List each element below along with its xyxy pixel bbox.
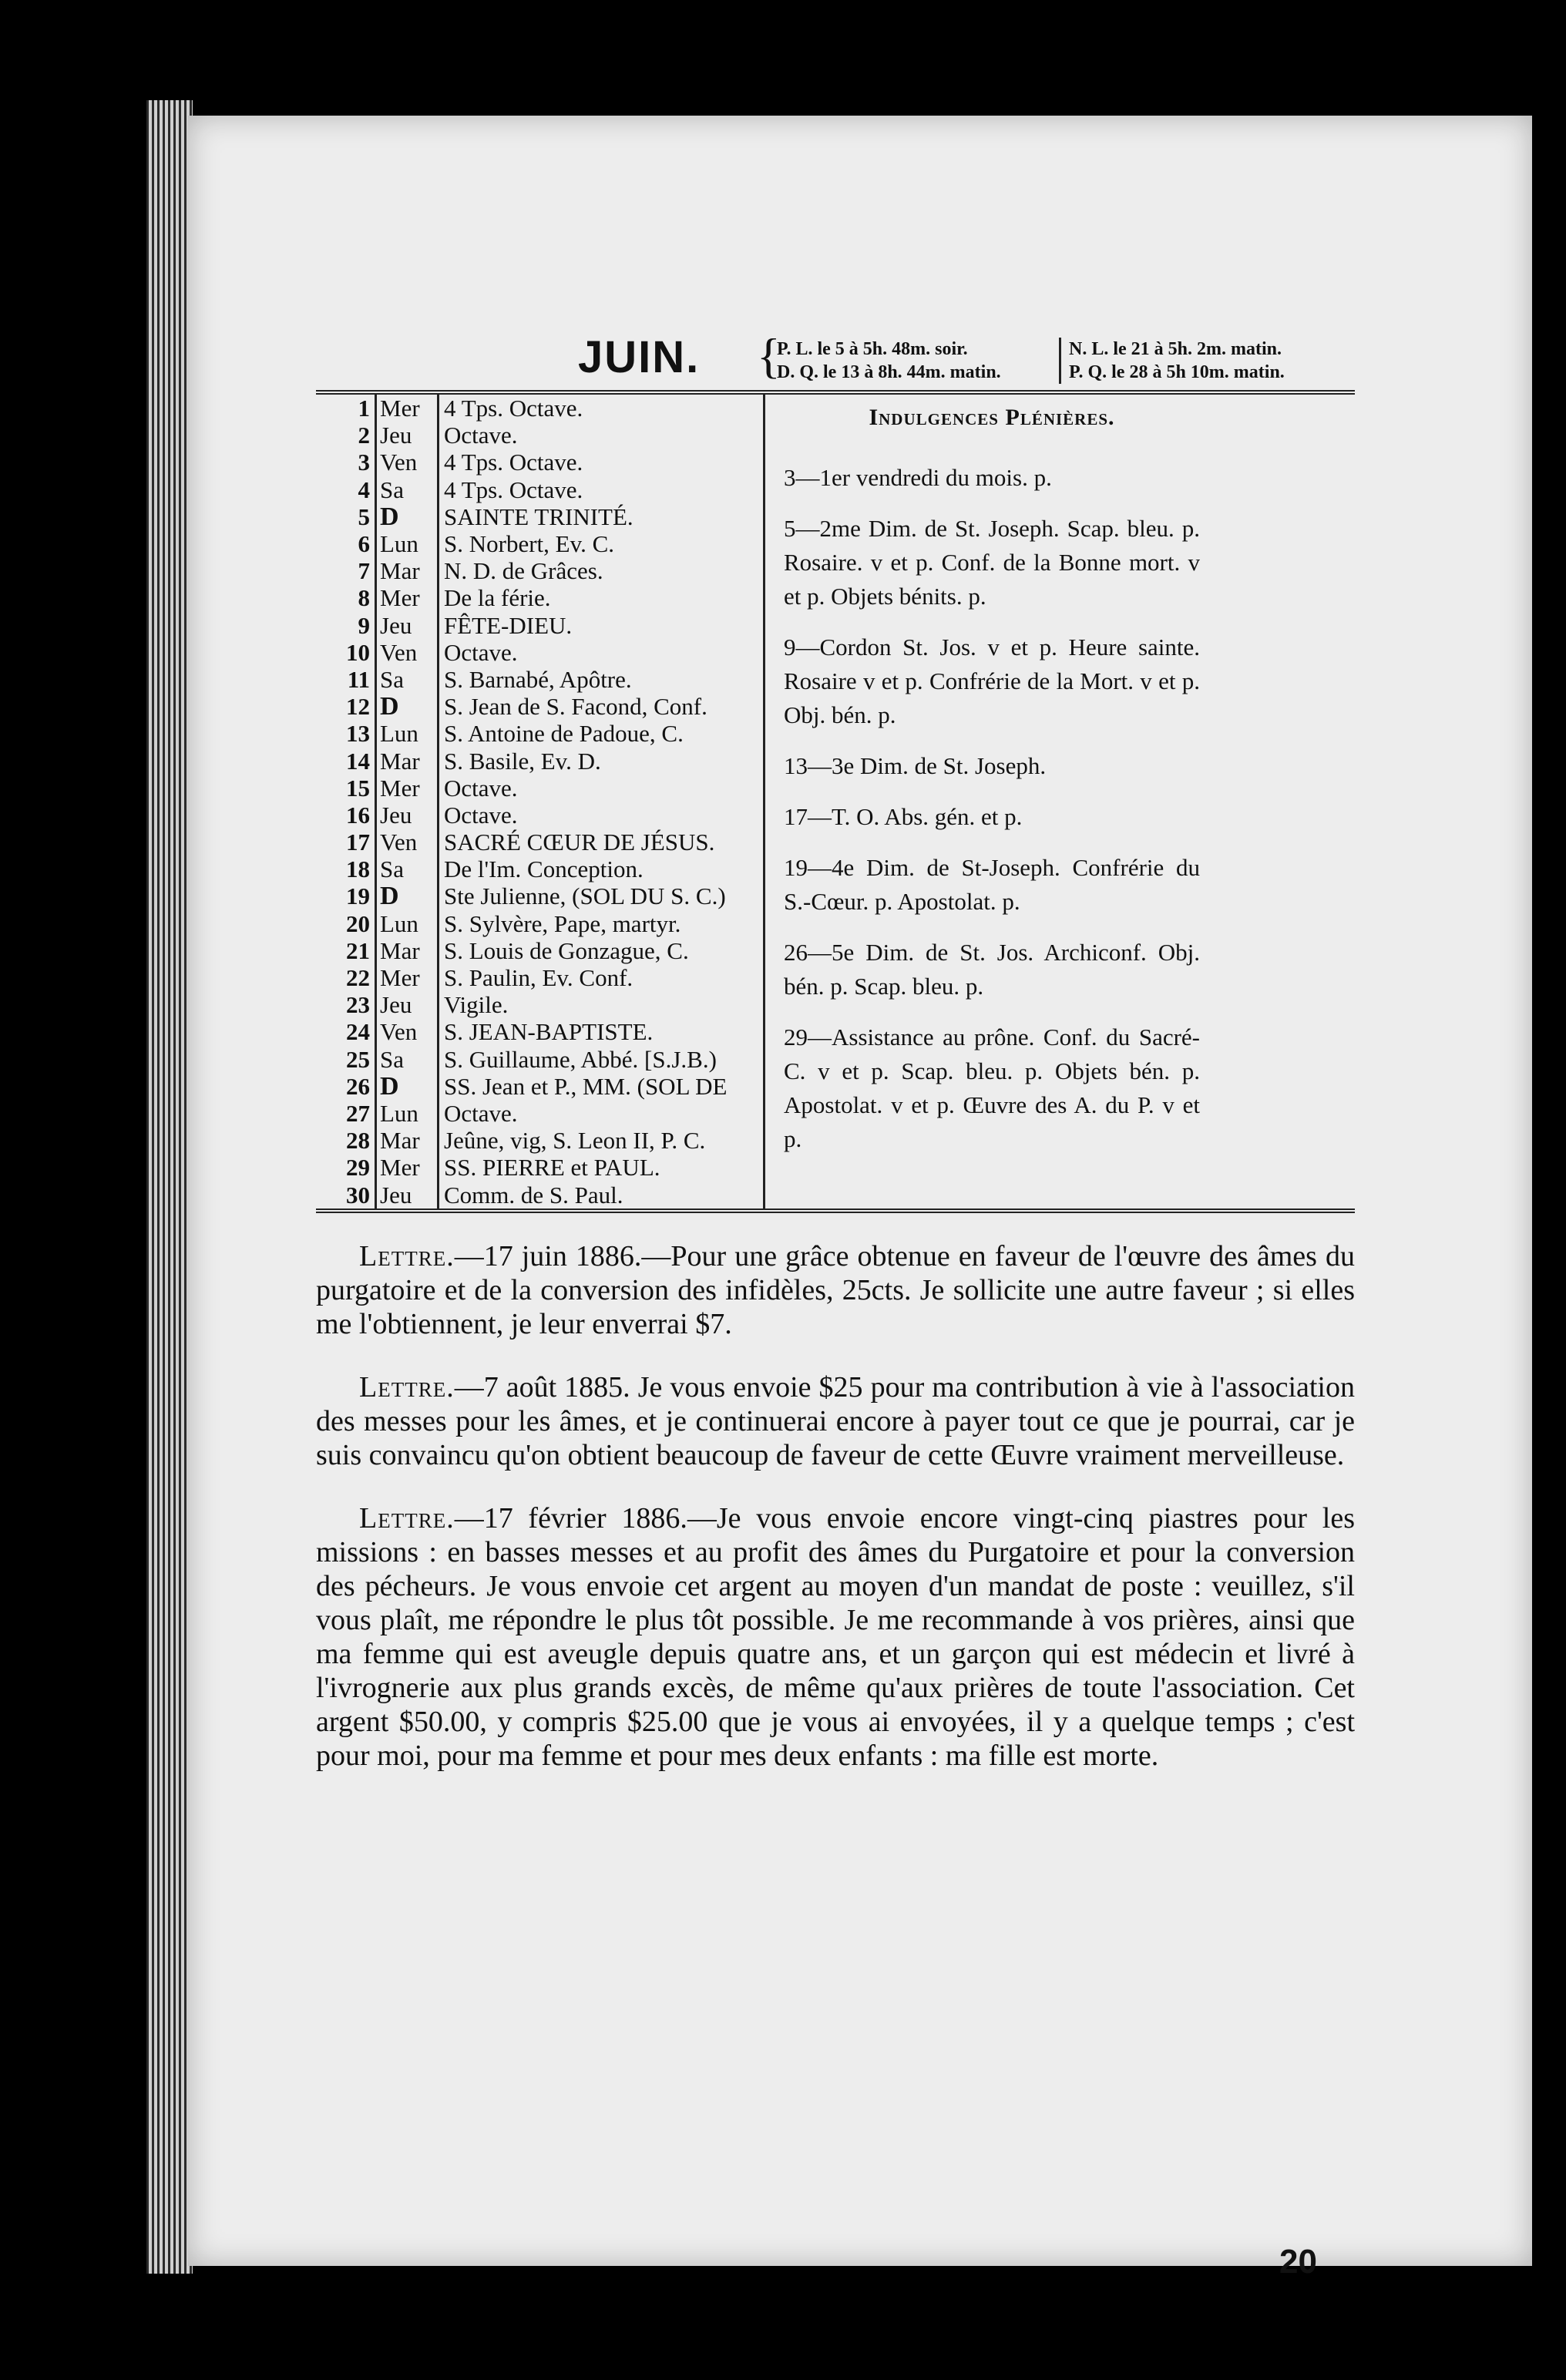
feast-name: S. Antoine de Padoue, C. bbox=[437, 720, 763, 747]
indulgence-item: 5—2me Dim. de St. Joseph. Scap. bleu. p. Rosaire. v et p. Conf. de la Bonne mort. v et p. Objets bénits. p. bbox=[784, 515, 1200, 610]
feast-name: S. JEAN-BAPTISTE. bbox=[437, 1018, 763, 1045]
day-number: 3 bbox=[358, 449, 370, 476]
day-number: 11 bbox=[347, 665, 370, 693]
calendar-row bbox=[316, 530, 763, 557]
feast-name: Octave. bbox=[437, 802, 763, 829]
calendar-row bbox=[316, 720, 763, 747]
weekday: Jeu bbox=[375, 612, 437, 639]
calendar-row bbox=[316, 666, 763, 693]
letters-section bbox=[316, 1239, 1355, 1773]
calendar-row bbox=[316, 557, 763, 584]
calendar-row bbox=[316, 422, 763, 449]
weekday: Mer bbox=[375, 1154, 437, 1181]
feast-name: S. Paulin, Ev. Conf. bbox=[437, 964, 763, 991]
day-number: 14 bbox=[346, 747, 370, 775]
day-number: 16 bbox=[346, 801, 370, 829]
indulgence-item: 17—T. O. Abs. gén. et p. bbox=[784, 803, 1023, 830]
weekday: Ven bbox=[375, 449, 437, 476]
feast-name: S. Norbert, Ev. C. bbox=[437, 530, 763, 557]
day-number: 19 bbox=[346, 882, 370, 910]
day-number: 1 bbox=[358, 395, 370, 422]
calendar-row bbox=[316, 503, 763, 530]
calendar-row bbox=[316, 1127, 763, 1154]
calendar-row bbox=[316, 1046, 763, 1073]
calendar-table bbox=[316, 395, 1355, 1213]
weekday: D bbox=[375, 693, 437, 720]
calendar-row bbox=[316, 1181, 763, 1208]
indulgences-column bbox=[763, 395, 1200, 1208]
moon-phase-full: P. L. le 5 à 5h. 48m. soir. bbox=[777, 339, 968, 359]
letter-text: —17 février 1886.—Je vous envoie encore vingt-cinq piastres pour les missions : en basses messes et au profit des âmes du Purgatoire et pour la conversion des pécheurs. Je vous envoie cet argent au moyen d'un mandat de poste : veuillez, s'il vous plaît, me répondre le plus tôt possible. Je me recommande à vos prières, ainsi que ma femme qui est aveugle depuis quatre ans, et un garçon qui est médecin et livré à l'ivrognerie aux plus grands excès, de même qu'aux prières de toute l'association. Cet argent $50.00, y compris $25.00 que je vous ai envoyées, il y a quelque temps ; c'est pour moi, pour ma femme et pour mes deux enfants : ma fille est morte. bbox=[316, 1501, 1355, 1772]
weekday: Ven bbox=[375, 639, 437, 666]
weekday: Lun bbox=[375, 910, 437, 937]
month-title: JUIN. bbox=[578, 332, 701, 382]
day-number: 17 bbox=[346, 829, 370, 856]
feast-name: Octave. bbox=[437, 1100, 763, 1127]
letter-label: Lettre. bbox=[359, 1501, 455, 1535]
weekday: Ven bbox=[375, 1018, 437, 1045]
calendar-row bbox=[316, 937, 763, 964]
day-number: 28 bbox=[346, 1127, 370, 1155]
weekday: Ven bbox=[375, 829, 437, 856]
book-page-edges bbox=[146, 100, 193, 2274]
feast-name: Comm. de S. Paul. bbox=[437, 1181, 763, 1208]
weekday: D bbox=[375, 882, 437, 909]
indulgence-item: 26—5e Dim. de St. Jos. Archiconf. Obj. bén. p. Scap. bleu. p. bbox=[784, 939, 1200, 1000]
calendar-row bbox=[316, 910, 763, 937]
letter-text: —7 août 1885. Je vous envoie $25 pour ma contribution à vie à l'association des messes pour les âmes, et je continuerai encore à payer tout ce que je pourrai, car je suis convaincu qu'on obtient beaucoup de faveur de cette Œuvre vraiment merveilleuse. bbox=[316, 1370, 1355, 1471]
feast-name: S. Guillaume, Abbé. [S.J.B.) bbox=[437, 1046, 763, 1073]
weekday: Mer bbox=[375, 395, 437, 422]
weekday: Jeu bbox=[375, 422, 437, 449]
calendar-row bbox=[316, 747, 763, 774]
weekday: Mer bbox=[375, 964, 437, 991]
day-number: 24 bbox=[346, 1018, 370, 1046]
letter-label: Lettre. bbox=[359, 1239, 455, 1272]
calendar-row bbox=[316, 1073, 763, 1100]
weekday: D bbox=[375, 1073, 437, 1100]
calendar-row bbox=[316, 829, 763, 856]
day-number: 21 bbox=[346, 936, 370, 964]
weekday: Lun bbox=[375, 1100, 437, 1127]
weekday: Jeu bbox=[375, 991, 437, 1018]
moon-phases-left bbox=[777, 338, 1001, 384]
calendar-row bbox=[316, 584, 763, 611]
day-number: 7 bbox=[358, 557, 370, 585]
indulgence-item: 29—Assistance au prône. Conf. du Sacré-C. v et p. Scap. bleu. p. Objets bén. p. Apostolat. v et p. Œuvre des A. du P. v et p. bbox=[784, 1024, 1200, 1152]
calendar-row bbox=[316, 395, 763, 422]
feast-name: SS. PIERRE et PAUL. bbox=[437, 1154, 763, 1181]
calendar-row bbox=[316, 639, 763, 666]
feast-name: Ste Julienne, (SOL DU S. C.) bbox=[437, 882, 763, 909]
calendar-row bbox=[316, 882, 763, 909]
day-number: 23 bbox=[346, 991, 370, 1019]
feast-name: SS. Jean et P., MM. (SOL DE bbox=[437, 1073, 763, 1100]
calendar-row bbox=[316, 612, 763, 639]
indulgences-title: Indulgences Plénières. bbox=[869, 405, 1115, 430]
day-number: 6 bbox=[358, 530, 370, 558]
weekday: Jeu bbox=[375, 802, 437, 829]
weekday: Sa bbox=[375, 856, 437, 882]
feast-name: Vigile. bbox=[437, 991, 763, 1018]
moon-phase-last-quarter: D. Q. le 13 à 8h. 44m. matin. bbox=[777, 362, 1001, 382]
weekday: Sa bbox=[375, 476, 437, 503]
brace-glyph: { bbox=[757, 328, 781, 383]
month-header bbox=[316, 316, 1355, 395]
calendar-row bbox=[316, 991, 763, 1018]
feast-name: 4 Tps. Octave. bbox=[437, 395, 763, 422]
calendar-row bbox=[316, 1018, 763, 1045]
weekday: Mar bbox=[375, 1127, 437, 1154]
feast-name: FÊTE-DIEU. bbox=[437, 612, 763, 639]
calendar-row bbox=[316, 693, 763, 720]
calendar-row bbox=[316, 1154, 763, 1181]
letter-paragraph bbox=[316, 1501, 1355, 1773]
feast-name: Jeûne, vig, S. Leon II, P. C. bbox=[437, 1127, 763, 1154]
feast-name: De l'Im. Conception. bbox=[437, 856, 763, 882]
feast-name: 4 Tps. Octave. bbox=[437, 476, 763, 503]
day-number: 4 bbox=[358, 476, 370, 503]
feast-name: S. Basile, Ev. D. bbox=[437, 747, 763, 774]
indulgence-item: 3—1er vendredi du mois. p. bbox=[784, 464, 1052, 491]
page-content bbox=[316, 316, 1355, 1802]
indulgence-item: 9—Cordon St. Jos. v et p. Heure sainte. Rosaire v et p. Confrérie de la Mort. v et p. Obj. bén. p. bbox=[784, 634, 1200, 728]
weekday: D bbox=[375, 503, 437, 530]
day-number: 12 bbox=[346, 693, 370, 721]
day-number: 10 bbox=[346, 638, 370, 666]
feast-name: S. Barnabé, Apôtre. bbox=[437, 666, 763, 693]
weekday: Lun bbox=[375, 720, 437, 747]
day-number: 25 bbox=[346, 1045, 370, 1073]
moon-phases-right bbox=[1059, 338, 1285, 384]
day-number: 20 bbox=[346, 909, 370, 937]
weekday: Sa bbox=[375, 666, 437, 693]
feast-name: De la férie. bbox=[437, 584, 763, 611]
day-number: 27 bbox=[346, 1099, 370, 1127]
calendar-row bbox=[316, 476, 763, 503]
letter-paragraph bbox=[316, 1239, 1355, 1341]
feast-name: 4 Tps. Octave. bbox=[437, 449, 763, 476]
weekday: Sa bbox=[375, 1046, 437, 1073]
day-number: 15 bbox=[346, 774, 370, 802]
day-number: 18 bbox=[346, 856, 370, 883]
weekday: Mer bbox=[375, 584, 437, 611]
calendar-row bbox=[316, 449, 763, 476]
calendar-row bbox=[316, 856, 763, 882]
day-number: 8 bbox=[358, 584, 370, 612]
feast-name: Octave. bbox=[437, 422, 763, 449]
letter-label: Lettre. bbox=[359, 1370, 455, 1403]
calendar-row bbox=[316, 1100, 763, 1127]
weekday: Jeu bbox=[375, 1181, 437, 1208]
day-number: 5 bbox=[358, 503, 370, 530]
feast-name: S. Louis de Gonzague, C. bbox=[437, 937, 763, 964]
feast-name: SAINTE TRINITÉ. bbox=[437, 503, 763, 530]
feast-name: Octave. bbox=[437, 639, 763, 666]
indulgence-item: 19—4e Dim. de St-Joseph. Confrérie du S.-Cœur. p. Apostolat. p. bbox=[784, 854, 1200, 915]
day-number: 2 bbox=[358, 422, 370, 449]
day-number: 26 bbox=[346, 1072, 370, 1100]
weekday: Mar bbox=[375, 747, 437, 774]
letter-paragraph bbox=[316, 1370, 1355, 1472]
weekday: Mar bbox=[375, 557, 437, 584]
calendar-days bbox=[316, 395, 763, 1208]
moon-phase-new: N. L. le 21 à 5h. 2m. matin. bbox=[1069, 339, 1282, 359]
day-number: 29 bbox=[346, 1154, 370, 1182]
moon-phase-first-quarter: P. Q. le 28 à 5h 10m. matin. bbox=[1069, 362, 1285, 382]
feast-name: SACRÉ CŒUR DE JÉSUS. bbox=[437, 829, 763, 856]
day-number: 13 bbox=[346, 720, 370, 748]
weekday: Mer bbox=[375, 775, 437, 802]
weekday: Lun bbox=[375, 530, 437, 557]
page-number: 20 bbox=[1279, 2243, 1317, 2281]
day-number: 30 bbox=[346, 1181, 370, 1208]
feast-name: Octave. bbox=[437, 775, 763, 802]
feast-name: N. D. de Grâces. bbox=[437, 557, 763, 584]
calendar-row bbox=[316, 775, 763, 802]
feast-name: S. Jean de S. Facond, Conf. bbox=[437, 693, 763, 720]
indulgence-item: 13—3e Dim. de St. Joseph. bbox=[784, 752, 1047, 779]
calendar-row bbox=[316, 802, 763, 829]
letter-text: —17 juin 1886.—Pour une grâce obtenue en faveur de l'œuvre des âmes du purgatoire et de la conversion des infidèles, 25cts. Je sollicite une autre faveur ; si elles me l'obtiennent, je leur enverrai $7. bbox=[316, 1239, 1355, 1340]
day-number: 9 bbox=[358, 611, 370, 639]
day-number: 22 bbox=[346, 964, 370, 992]
indulgences-list bbox=[784, 461, 1200, 1156]
weekday: Mar bbox=[375, 937, 437, 964]
calendar-row bbox=[316, 964, 763, 991]
feast-name: S. Sylvère, Pape, martyr. bbox=[437, 910, 763, 937]
